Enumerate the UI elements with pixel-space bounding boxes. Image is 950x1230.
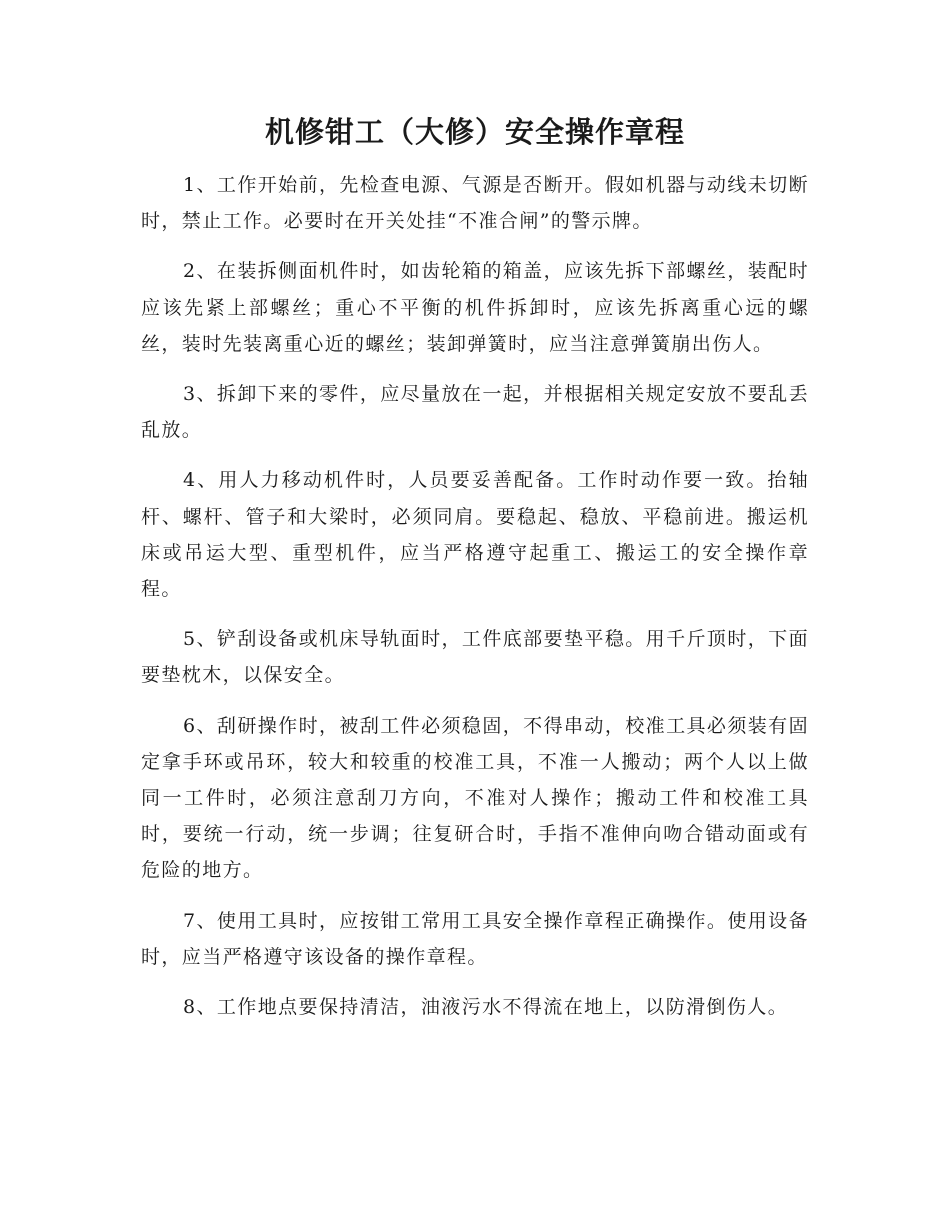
- paragraph-6: 6、刮研操作时，被刮工件必须稳固，不得串动，校准工具必须装有固定拿手环或吊环，较大和较重的校准工具，不准一人搬动；两个人以上做同一工件时，必须注意刮刀方向，不准对人操作；搬动工件和校准工具时，要统一行动，统一步调；往复研合时，手指不准伸向吻合错动面或有危险的地方。: [141, 714, 809, 882]
- paragraph-5: 5、铲刮设备或机床导轨面时，工件底部要垫平稳。用千斤顶时，下面要垫枕木，以保安全。: [141, 628, 809, 687]
- paragraph-1: 1、工作开始前，先检查电源、气源是否断开。假如机器与动线未切断时，禁止工作。必要时在开关处挂“不准合闸”的警示牌。: [141, 174, 809, 233]
- paragraph-4: 4、用人力移动机件时，人员要妥善配备。工作时动作要一致。抬轴杆、螺杆、管子和大梁时，必须同肩。要稳起、稳放、平稳前进。搬运机床或吊运大型、重型机件，应当严格遵守起重工、搬运工的安全操作章程。: [141, 469, 809, 601]
- document-body: [141, 167, 809, 1039]
- paragraph-3: 3、拆卸下来的零件，应尽量放在一起，并根据相关规定安放不要乱丢乱放。: [141, 383, 809, 442]
- paragraph-2: 2、在装拆侧面机件时，如齿轮箱的箱盖，应该先拆下部螺丝，装配时应该先紧上部螺丝；重心不平衡的机件拆卸时，应该先拆离重心远的螺丝，装时先装离重心近的螺丝；装卸弹簧时，应当注意弹簧崩出伤人。: [141, 260, 809, 355]
- paragraph-7: 7、使用工具时，应按钳工常用工具安全操作章程正确操作。使用设备时，应当严格遵守该设备的操作章程。: [141, 909, 809, 968]
- document-title: 机修钳工（大修）安全操作章程: [264, 115, 685, 149]
- paragraph-8: 8、工作地点要保持清洁，油液污水不得流在地上，以防滑倒伤人。: [183, 996, 789, 1019]
